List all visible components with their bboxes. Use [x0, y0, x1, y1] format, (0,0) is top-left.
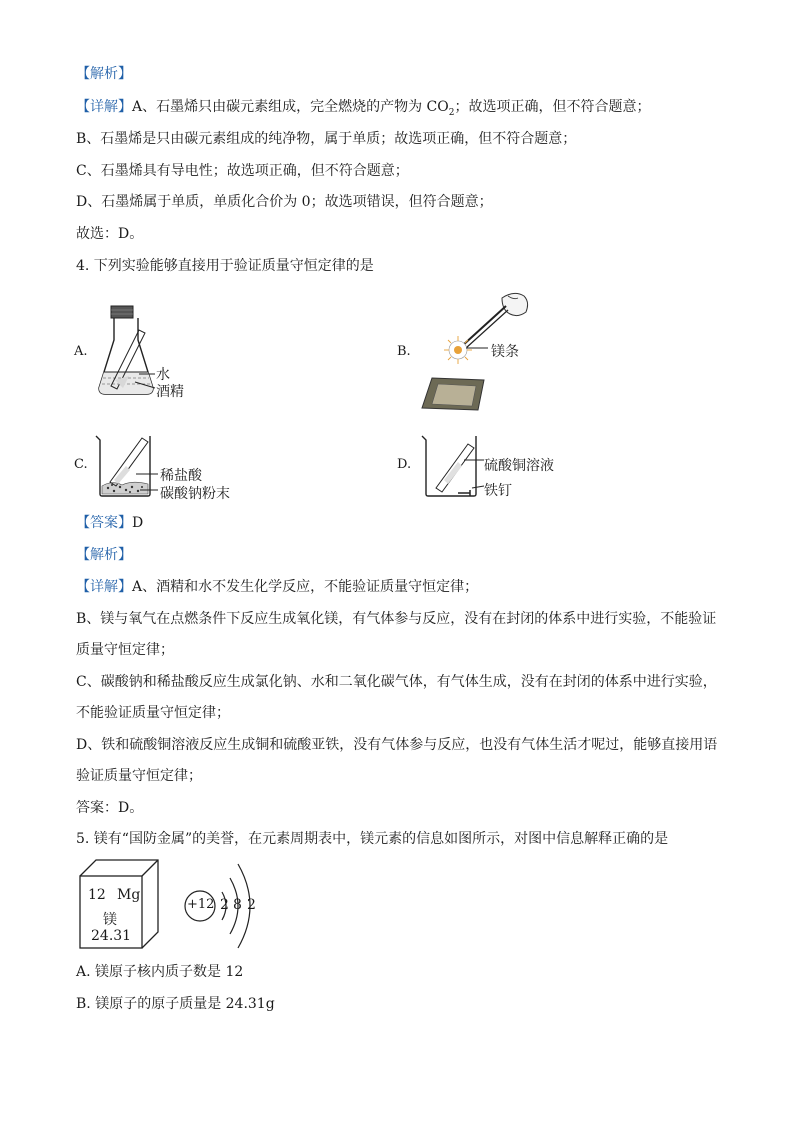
- q4-answer-line: [76, 513, 143, 533]
- q4-detail-d2: 验证质量守恒定律；: [76, 768, 202, 784]
- shell-1-electrons: 2: [220, 897, 229, 913]
- option-c-label-acid: 稀盐酸: [160, 468, 202, 484]
- q4-detail-d1: D、铁和硫酸铜溶液反应生成铜和硫酸亚铁，没有气体参与反应，也没有气体生活才呢过，能够直接用语: [76, 737, 718, 753]
- detail-line-a: [76, 97, 650, 123]
- detail-line-c: C、石墨烯具有导电性；故选项正确，但不符合题意；: [76, 163, 409, 179]
- element-symbol: Mg: [117, 887, 141, 903]
- option-d-label-nail: 铁钉: [484, 483, 512, 499]
- option-b-label-magnesium: 镁条: [491, 344, 519, 360]
- co2-subscript: 2: [448, 107, 455, 118]
- q4-detail-tag: 【详解】: [76, 579, 132, 595]
- detail-line-b: B、石墨烯是只由碳元素组成的纯净物，属于单质；故选项正确，但不符合题意；: [76, 131, 577, 147]
- detail-line-d: D、石墨烯属于单质，单质化合价为 0；故选项错误，但符合题意；: [76, 194, 493, 210]
- q5-option-b[interactable]: B. 镁原子的原子质量是 24.31g: [76, 996, 275, 1012]
- answer-line: 故选：D。: [76, 226, 144, 242]
- option-a-label-water: 水: [156, 367, 170, 383]
- q4-detail-a-text: A、酒精和水不发生化学反应，不能验证质量守恒定律；: [132, 579, 479, 595]
- option-a-letter: A.: [74, 344, 88, 359]
- analysis-heading: 【解析】: [76, 66, 132, 82]
- option-c-letter: C.: [74, 457, 88, 472]
- option-d-letter: D.: [397, 457, 412, 472]
- q5-option-a[interactable]: A. 镁原子核内质子数是 12: [76, 964, 244, 980]
- nucleus-charge: +12: [187, 897, 215, 912]
- element-mass: 24.31: [91, 928, 132, 944]
- q4-detail-a: [76, 577, 478, 597]
- option-b-letter: B.: [397, 344, 411, 359]
- answer-tag: 【答案】: [76, 515, 132, 531]
- shell-3-electrons: 2: [247, 897, 256, 913]
- detail-a-suffix: ；故选项正确，但不符合题意；: [454, 99, 651, 115]
- shell-2-electrons: 8: [233, 897, 242, 913]
- element-number: 12: [88, 887, 106, 903]
- answer-value: D: [132, 515, 144, 531]
- element-name: 镁: [103, 912, 117, 928]
- detail-a-prefix: A、石墨烯只由碳元素组成，完全燃烧的产物为 CO: [132, 99, 449, 115]
- q4-final-answer: 答案：D。: [76, 800, 144, 816]
- q4-detail-b1: B、镁与氧气在点燃条件下反应生成氧化镁，有气体参与反应，没有在封闭的体系中进行实验，不能验证: [76, 611, 717, 627]
- option-c-label-powder: 碳酸钠粉末: [160, 486, 230, 502]
- q4-analysis-heading: 【解析】: [76, 547, 132, 563]
- q4-detail-c1: C、碳酸钠和稀盐酸反应生成氯化钠、水和二氧化碳气体，有气体生成，没有在封闭的体系中进行实验，: [76, 674, 717, 690]
- question-5-stem: 5. 镁有“国防金属”的美誉，在元素周期表中，镁元素的信息如图所示，对图中信息解释正确的是: [76, 831, 669, 847]
- question-4-stem: 4. 下列实验能够直接用于验证质量守恒定律的是: [76, 258, 374, 274]
- option-a-label-alcohol: 酒精: [156, 384, 184, 400]
- flask-figure: [95, 300, 165, 400]
- detail-tag: 【详解】: [76, 99, 132, 115]
- beaker-c-figure: [92, 430, 162, 500]
- beaker-d-figure: [418, 430, 488, 500]
- option-d-label-solution: 硫酸铜溶液: [484, 458, 554, 474]
- q4-detail-c2: 不能验证质量守恒定律；: [76, 705, 230, 721]
- q4-detail-b2: 质量守恒定律；: [76, 642, 174, 658]
